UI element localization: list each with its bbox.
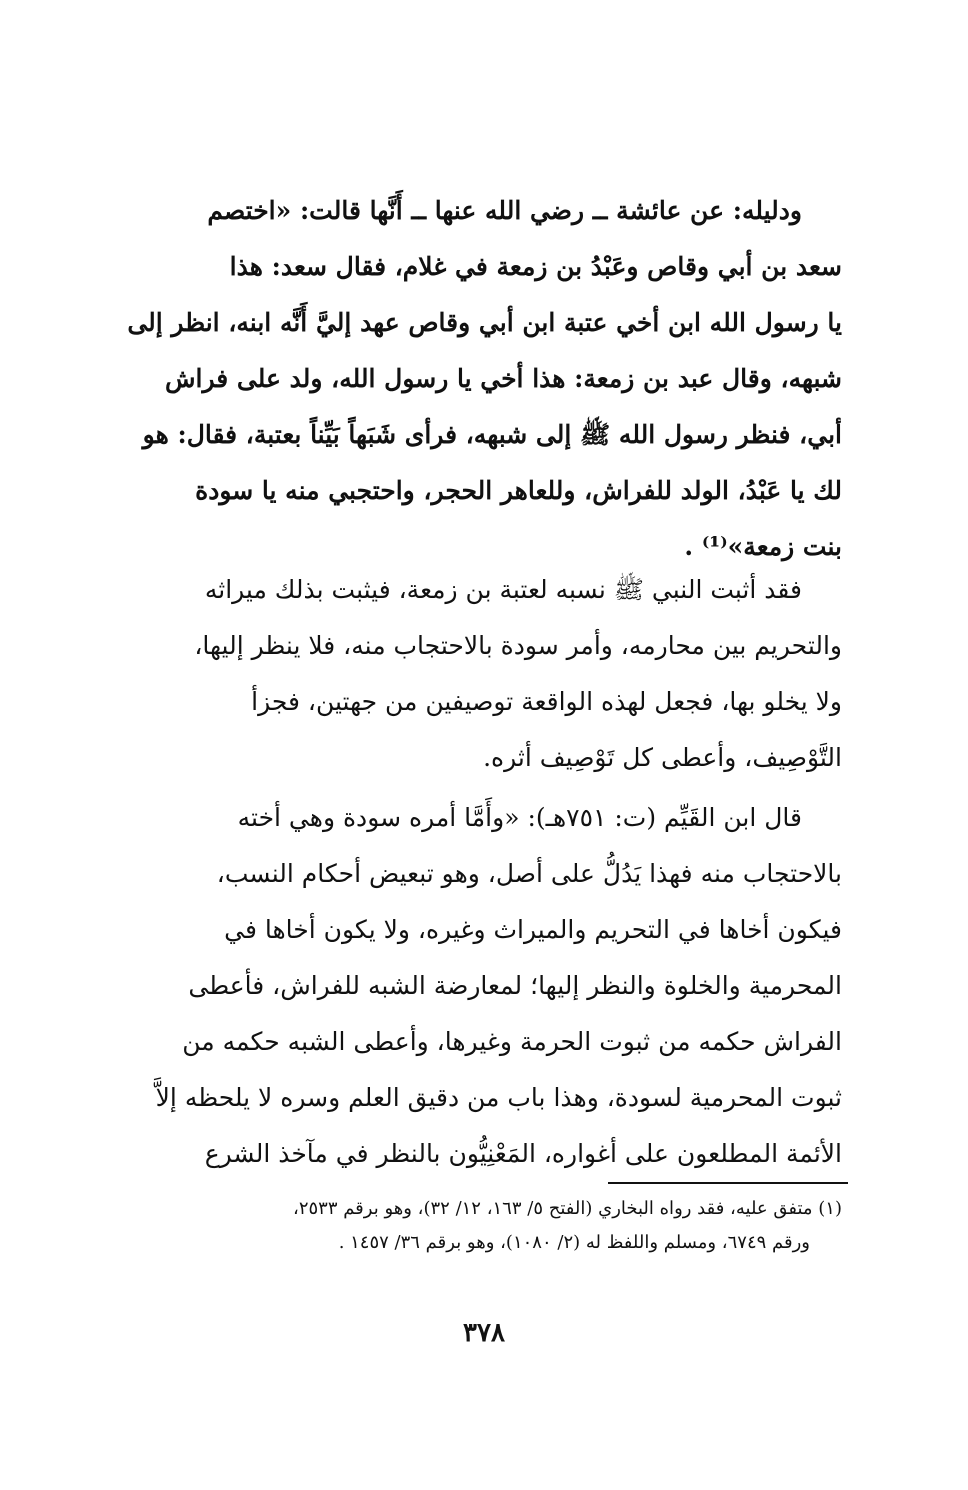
footnote-divider: [608, 1182, 848, 1184]
footnote-line: (١) متفق عليه، فقد رواه البخاري (الفتح ٥/ ١٦٣، ١٢/ ٣٢)، وهو برقم ٢٥٣٣،: [293, 1198, 842, 1219]
text-line: والتحريم بين محارمه، وأمر سودة بالاحتجاب منه، فلا ينظر إليها،: [194, 631, 842, 660]
text-line: التَّوْصِيف، وأعطى كل تَوْصِيف أثره.: [483, 743, 842, 772]
footnote-line: ورقم ٦٧٤٩، ومسلم واللفظ له (٢/ ١٠٨٠)، وهو برقم ٣٦/ ١٤٥٧ .: [338, 1232, 810, 1253]
text-line: سعد بن أبي وقاص وعَبْدُ بن زمعة في غلام، فقال سعد: هذا: [229, 252, 842, 281]
text-line: يا رسول الله ابن أخي عتبة ابن أبي وقاص عهد إليَّ أَنَّه ابنه، انظر إلى: [127, 308, 842, 337]
text-line: المحرمية والخلوة والنظر إليها؛ لمعارضة الشبه للفراش، فأعطى: [188, 971, 842, 1000]
text-line: الفراش حكمه من ثبوت الحرمة وغيرها، وأعطى الشبه حكمه من: [182, 1027, 842, 1056]
text-line: ودليله: عن عائشة ــ رضي الله عنها ــ أَنَّها قالت: «اختصم: [207, 196, 802, 225]
text-line: قال ابن القَيِّم (ت: ٧٥١هـ): «وأَمَّا أمره سودة وهي أخته: [237, 803, 802, 832]
text-line: ولا يخلو بها، فجعل لهذه الواقعة توصيفين من جهتين، فجزأ: [251, 687, 842, 716]
page-number: ٣٧٨: [463, 1318, 505, 1348]
commentary-paragraph: [120, 562, 842, 786]
text-line: فيكون أخاها في التحريم والميراث وغيره، ولا يكون أخاها في: [224, 915, 842, 944]
footnotes: [120, 1192, 842, 1260]
text-line: ثبوت المحرمية لسودة، وهذا باب من دقيق العلم وسره لا يلحظه إلاَّ: [155, 1083, 842, 1112]
ibn-qayyim-quote-paragraph: [120, 790, 842, 1182]
text-line: فقد أثبت النبي ﷺ نسبه لعتبة بن زمعة، فيثبت بذلك ميراثه: [204, 575, 802, 604]
text-line: شبهه، وقال عبد بن زمعة: هذا أخي يا رسول الله، ولد على فراش: [165, 364, 842, 393]
evidence-quote-paragraph: [120, 183, 842, 575]
text-line: أبي، فنظر رسول الله ﷺ إلى شبهه، فرأى شَبَهاً بَيِّناً بعتبة، فقال: هو: [142, 420, 842, 449]
text-line: لك يا عَبْدُ، الولد للفراش، وللعاهر الحجر، واحتجبي منه يا سودة: [195, 476, 842, 505]
text-line: الأئمة المطلعون على أغواره، المَعْنِيُّون بالنظر في مآخذ الشرع: [204, 1139, 842, 1168]
text-line: بالاحتجاب منه فهذا يَدُلُّ على أصل، وهو تبعيض أحكام النسب،: [216, 859, 842, 888]
text-line: بنت زمعة»⁽¹⁾ .: [684, 532, 842, 561]
